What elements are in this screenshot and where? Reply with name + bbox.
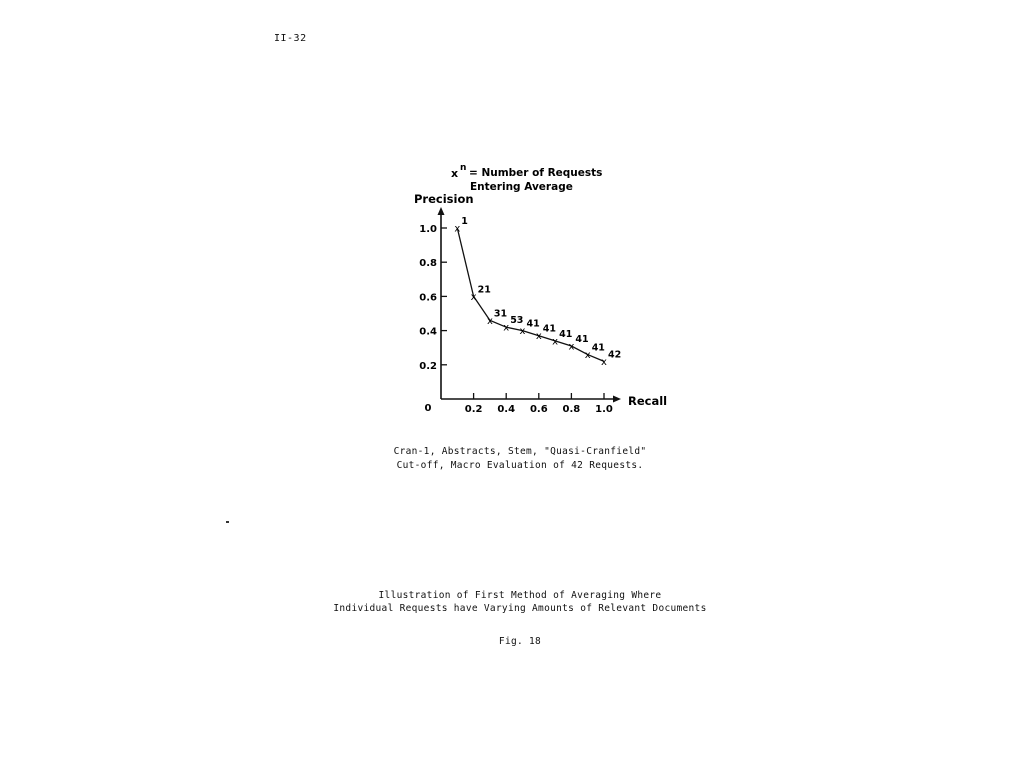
data-point-marker: x: [519, 326, 526, 338]
chart-legend: [451, 163, 602, 193]
figure-title-line-2: Individual Requests have Varying Amounts of Relevant Documents: [333, 603, 707, 614]
data-point-label: 42: [608, 349, 622, 361]
chart-caption: [300, 445, 740, 473]
y-tick-label: 0.6: [419, 292, 437, 304]
stray-mark: [226, 521, 229, 523]
legend-line-2: Entering Average: [470, 181, 573, 193]
figure-label: Fig. 18: [498, 636, 542, 647]
y-tick-label: 0.4: [419, 326, 437, 338]
data-point-marker: x: [552, 336, 559, 348]
data-point-label: 41: [526, 318, 540, 330]
data-point-marker: x: [470, 291, 477, 303]
x-axis-label: Recall: [628, 394, 668, 408]
data-point-marker: x: [486, 315, 493, 327]
legend-line-1: = Number of Requests: [469, 167, 603, 179]
x-tick-label: 0.8: [562, 404, 581, 415]
data-point-label: 1: [461, 216, 468, 227]
figure-title-line-1: Illustration of First Method of Averaging Where: [378, 590, 662, 601]
data-point-label: 41: [591, 342, 605, 354]
data-point-marker: x: [535, 331, 542, 343]
origin-label: 0: [424, 403, 432, 414]
data-point-label: 41: [542, 323, 557, 335]
data-point-marker: x: [584, 350, 591, 362]
data-point-label: 41: [575, 333, 589, 345]
data-point-label: 21: [477, 284, 491, 296]
y-tick-label: 0.8: [419, 258, 437, 270]
x-tick-label: 0.6: [529, 404, 548, 415]
x-tick-label: 1.0: [595, 404, 613, 415]
x-tick-label: 0.2: [464, 404, 483, 415]
x-tick-label: 0.4: [497, 404, 516, 415]
data-point-marker: x: [568, 341, 575, 353]
data-point-label: 41: [559, 328, 573, 340]
page-number: II-32: [274, 33, 307, 44]
legend-marker: x: [451, 167, 459, 180]
legend-superscript: n: [460, 163, 467, 173]
x-axis-arrow: [613, 396, 621, 403]
data-point-marker: x: [454, 223, 461, 235]
data-point-marker: x: [503, 322, 510, 334]
y-axis-label: Precision: [414, 192, 474, 206]
chart-caption-line-2: Cut-off, Macro Evaluation of 42 Requests.: [396, 460, 644, 471]
y-tick-label: 1.0: [419, 224, 437, 235]
y-tick-label: 0.2: [419, 360, 437, 372]
data-point-label: 53: [510, 315, 524, 327]
figure-title: [300, 589, 740, 615]
data-point-marker: x: [601, 356, 607, 368]
y-axis-arrow: [438, 207, 445, 215]
chart-caption-line-1: Cran-1, Abstracts, Stem, "Quasi-Cranfield": [393, 446, 647, 457]
data-point-label: 31: [493, 308, 508, 320]
